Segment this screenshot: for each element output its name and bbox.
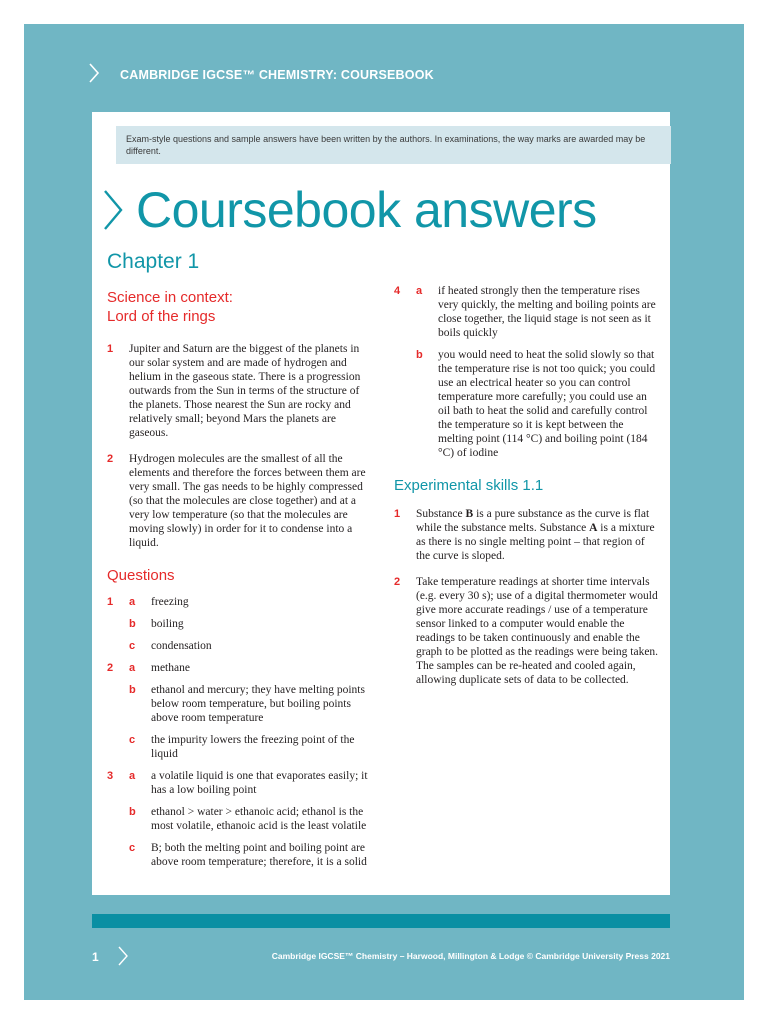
answer-item: [107, 733, 369, 761]
item-number: 4: [394, 285, 401, 297]
answer-text: Hydrogen molecules are the smallest of all the elements and therefore the forces between them are very small. The gas needs to be highly compressed (so that the molecules are close together) and at a very low temperature (so that the molecules are moving slowly) in order for it to condense into a liquid.: [129, 453, 366, 549]
answer-item: [107, 342, 369, 440]
chevron-right-icon: [102, 187, 124, 233]
answer-item: [107, 661, 369, 675]
running-header: [88, 60, 434, 90]
sub-letter: b: [416, 349, 423, 361]
answer-text: [416, 507, 660, 563]
page-number: 1: [92, 950, 99, 964]
text-run-bold: B: [465, 508, 474, 520]
answer-item: [394, 284, 660, 340]
answer-item: [107, 595, 369, 609]
text-run: is a mixture as there is no single melting point – that region of the curve is sloped.: [416, 522, 655, 562]
item-number: 2: [107, 662, 114, 674]
item-number: 2: [394, 576, 401, 588]
sub-letter: a: [129, 596, 136, 608]
page-title: [102, 180, 597, 240]
section-heading-line: Science in context:: [107, 289, 233, 306]
item-number: 1: [394, 508, 401, 520]
item-number: 3: [107, 770, 114, 782]
answer-text: ethanol > water > ethanoic acid; ethanol is the most volatile, ethanoic acid is the least volatile: [151, 806, 367, 832]
chapter-heading: Chapter 1: [107, 250, 200, 273]
answer-item: [107, 617, 369, 631]
sub-letter: a: [416, 285, 423, 297]
item-number: [107, 733, 129, 761]
left-column: [107, 288, 369, 877]
answer-item: [107, 841, 369, 869]
answer-text: freezing: [151, 596, 189, 608]
answer-text: you would need to heat the solid slowly so that the temperature rise is not too quick; you could use an electrical heater so you can control temperature more carefully; you could use an oil bath to heat the solid and carefully control the temperature so it is kept between the melting point (114 °C) and boiling point (184 °C) of iodine: [438, 349, 656, 459]
sub-letter: a: [129, 662, 136, 674]
page-title-text: Coursebook answers: [136, 182, 597, 238]
footer-credit: Cambridge IGCSE™ Chemistry – Harwood, Millington & Lodge © Cambridge University Press 2021: [271, 951, 670, 961]
item-number: 1: [107, 596, 114, 608]
answer-text: if heated strongly then the temperature rises very quickly, the melting and boiling points are close together, the liquid stage is not seen as it boils quickly: [438, 285, 656, 339]
content-panel: [92, 112, 670, 895]
text-run-bold: A: [589, 522, 598, 534]
answer-text: methane: [151, 662, 190, 674]
experimental-skills-heading: Experimental skills 1.1: [394, 477, 544, 494]
page-footer: [92, 945, 670, 967]
answer-item: [394, 575, 660, 687]
answer-text: Take temperature readings at shorter time intervals (e.g. every 30 s); use of a digital thermometer would give more accurate readings / use of a temperature sensor linked to a computer would enable the readings to be taken continuously and enable the graph to be plotted as the readings were being taken. The samples can be re-heated and cooled again, allowing duplicate sets of data to be collected.: [416, 576, 659, 686]
answer-item: [107, 805, 369, 833]
answer-text: boiling: [151, 618, 184, 630]
section-heading-line: Lord of the rings: [107, 308, 216, 325]
book-title: CAMBRIDGE IGCSE™ CHEMISTRY: COURSEBOOK: [120, 68, 434, 82]
answer-text: ethanol and mercury; they have melting points below room temperature, but boiling points above room temperature: [151, 684, 365, 724]
item-number: [394, 348, 416, 460]
chevron-right-icon: [117, 945, 129, 967]
sub-letter: b: [129, 806, 136, 818]
answer-item: [107, 683, 369, 725]
item-number: [107, 683, 129, 725]
answer-text: a volatile liquid is one that evaporates easily; it has a low boiling point: [151, 770, 368, 796]
answer-text: condensation: [151, 640, 212, 652]
item-number: 2: [107, 453, 114, 465]
item-number: [107, 639, 129, 653]
answer-item: [394, 507, 660, 563]
footer-bar: [92, 914, 670, 928]
questions-heading: Questions: [107, 567, 175, 584]
answer-text: Jupiter and Saturn are the biggest of the planets in our solar system and are made of hydrogen and helium in the gaseous state. There is a progression outwards from the Sun in terms of the structure of the planets. Those nearest the Sun are rocky and relatively small; beyond Mars the planets are gaseous.: [129, 343, 361, 439]
right-column: [394, 284, 660, 695]
sub-letter: c: [129, 842, 136, 854]
answer-item: [107, 769, 369, 797]
sub-letter: b: [129, 618, 136, 630]
science-in-context-heading: [107, 288, 369, 326]
answer-item: [107, 639, 369, 653]
chevron-right-icon: [88, 62, 100, 84]
answer-text: the impurity lowers the freezing point of the liquid: [151, 734, 355, 760]
item-number: [107, 805, 129, 833]
answer-item: [107, 452, 369, 550]
sub-letter: a: [129, 770, 136, 782]
notice-box: Exam-style questions and sample answers have been written by the authors. In examinations, the way marks are awarded may be different.: [116, 126, 671, 164]
text-run: Substance: [416, 508, 466, 520]
sub-letter: b: [129, 684, 136, 696]
sub-letter: c: [129, 640, 136, 652]
item-number: 1: [107, 343, 114, 355]
item-number: [107, 841, 129, 869]
answer-item: [394, 348, 660, 460]
text-run: is a pure substance as the curve is flat while the substance melts. Substance: [416, 508, 650, 534]
answer-text: B; both the melting point and boiling point are above room temperature; therefore, it is a solid: [151, 842, 367, 868]
sub-letter: c: [129, 734, 136, 746]
item-number: [107, 617, 129, 631]
